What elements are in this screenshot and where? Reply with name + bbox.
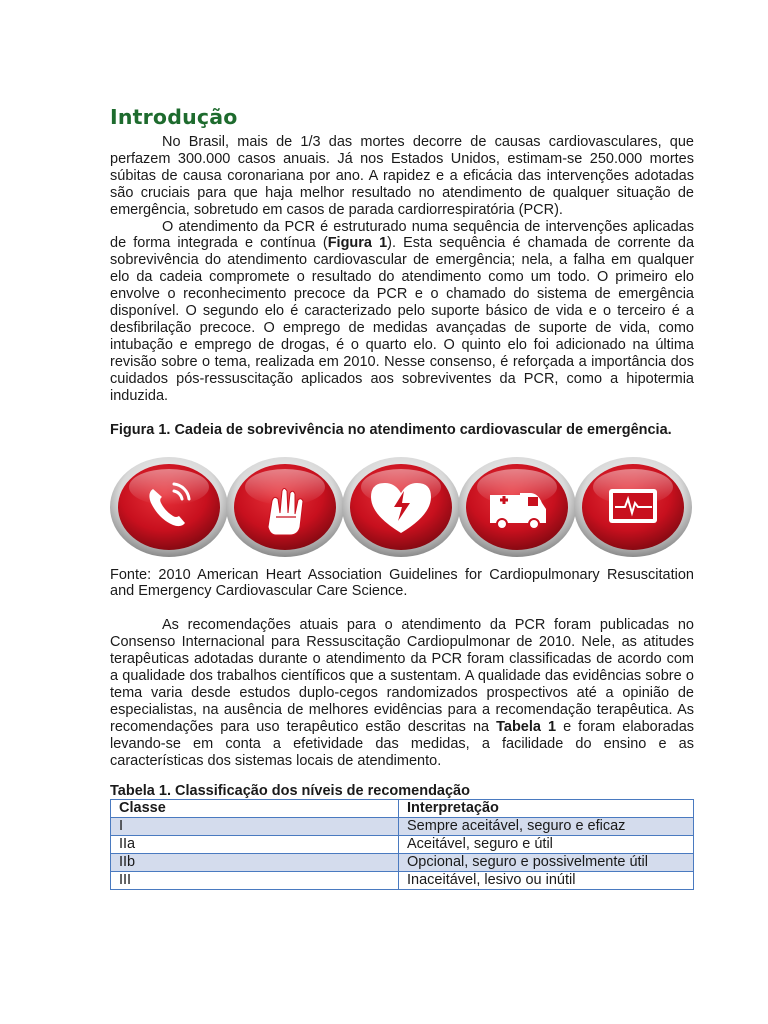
- hands-cpr-icon: [226, 457, 344, 557]
- paragraph-chain-text-2: ). Esta sequência é chamada de corrente da sobrevivência do atendimento cardiovascular de emergência; nela, a falha em qualquer elo da cadeia compromete o resultado do atendimento como um todo. O primeiro elo envolve o reconhecimento precoce da PCR e o chamado do sistema de emergência disponível. O segundo elo é caracterizado pelo suporte básico de vida e o terceiro é a desfibrilação precoce. O emprego de medidas avançadas de suporte de vida, como intubação e emprego de drogas, é o quarto elo. O quinto elo foi adicionado na última revisão sobre o tema, realizada em 2010. Nesse consenso, é reforçada a importância dos cuidados pós-ressuscitação aplicados aos sobreviventes da PCR, como a hipotermia induzida.: [110, 235, 695, 404]
- ambulance-icon: [458, 457, 576, 557]
- phone-icon: [110, 457, 228, 557]
- heart-defibrillation-icon: [342, 457, 460, 557]
- section-title: Introdução: [110, 105, 238, 129]
- table-row: [111, 854, 694, 872]
- table-reference: Tabela 1: [496, 718, 557, 735]
- monitor-ecg-icon: [574, 457, 692, 557]
- table-cell-class: IIb: [111, 854, 399, 872]
- document-page: [110, 104, 694, 890]
- table-cell-interpretation: Sempre aceitável, seguro e eficaz: [399, 818, 694, 836]
- table-cell-interpretation: Opcional, seguro e possivelmente útil: [399, 854, 694, 872]
- table-row: [111, 818, 694, 836]
- paragraph-intro: No Brasil, mais de 1/3 das mortes decorre de causas cardiovasculares, que perfazem 300.000 casos anuais. Já nos Estados Unidos, estimam-se 250.000 mortes súbitas de causa coronariana por ano. A rapidez e a eficácia das intervenções adotadas são cruciais para que haja melhor resultado no atendimento de qualquer situação de emergência, sobretudo em casos de parada cardiorrespiratória (PCR).: [110, 134, 694, 218]
- recommendation-table: [110, 799, 694, 890]
- table-caption: Tabela 1. Classificação dos níveis de recomendação: [110, 783, 470, 800]
- table-cell-interpretation: Aceitável, seguro e útil: [399, 836, 694, 854]
- table-row: [111, 872, 694, 890]
- table-cell-interpretation: Inaceitável, lesivo ou inútil: [399, 872, 694, 890]
- paragraph-chain: [110, 219, 694, 405]
- table-header-class: Classe: [111, 800, 399, 818]
- table-cell-class: IIa: [111, 836, 399, 854]
- survival-chain-graphic: [110, 457, 694, 567]
- paragraph-recommendations-text-1: As recomendações atuais para o atendimento da PCR foram publicadas no Consenso Internacional para Ressuscitação Cardiopulmonar de 2010. Nele, as atitudes terapêuticas adotadas durante o atendimento da PCR foram classificadas de acordo com a qualidade dos trabalhos científicos que a sustentam. A qualidade das evidências sobre o tema varia desde estudos duplo-cegos randomizados prospectivos até a opinião de especialistas, na ausência de melhores evidências para a recomendação terapêutica. As recomendações para uso terapêutico estão descritas na: [110, 617, 694, 735]
- paragraph-recommendations-text-2: e foram elaboradas levando-se em conta a efetividade das medidas, a facilidade do ensino e as características dos sistemas locais de atendimento.: [110, 718, 695, 769]
- table-cell-class: III: [111, 872, 399, 890]
- figure-caption: Figura 1. Cadeia de sobrevivência no atendimento cardiovascular de emergência.: [110, 421, 672, 438]
- paragraph-chain-text-1: O atendimento da PCR é estruturado numa sequência de intervenções aplicadas de forma integrada e contínua (: [110, 218, 694, 252]
- paragraph-recommendations: [110, 617, 694, 769]
- table-cell-class: I: [111, 818, 399, 836]
- table-row: [111, 836, 694, 854]
- table-header-interpretation: Interpretação: [399, 800, 694, 818]
- survival-chain-figure: [110, 457, 694, 567]
- figure-reference: Figura 1: [327, 235, 388, 252]
- table-header-row: [111, 800, 694, 818]
- figure-source: Fonte: 2010 American Heart Association Guidelines for Cardiopulmonary Resuscitation and Emergency Cardiovascular Care Science.: [110, 566, 694, 600]
